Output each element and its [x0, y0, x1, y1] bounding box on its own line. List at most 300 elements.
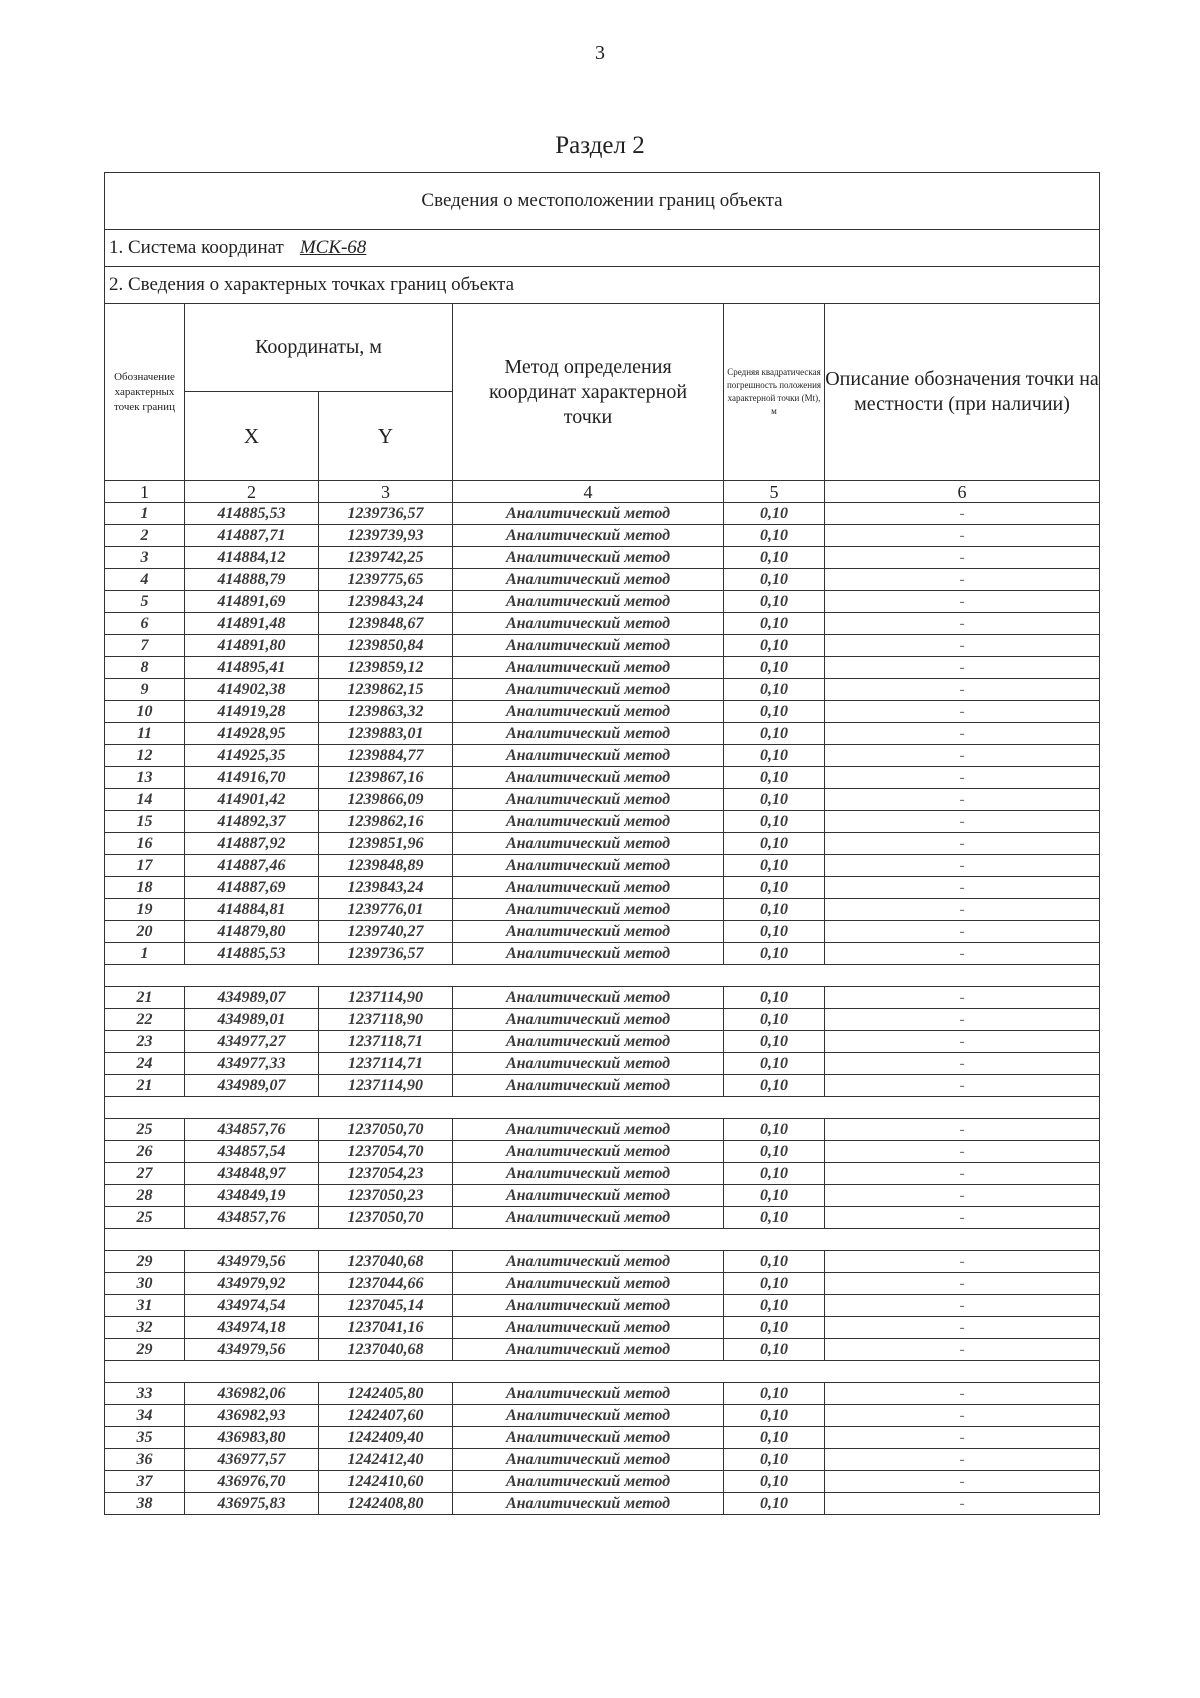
error-cell: 0,10 [724, 1185, 825, 1207]
table-row [105, 657, 1100, 679]
x-coordinate-cell: 414888,79 [185, 569, 319, 591]
points-section-label: 2. Сведения о характерных точках границ объекта [105, 267, 1100, 304]
y-coordinate-cell: 1237054,23 [319, 1163, 453, 1185]
header-description: Описание обозначения точки на местности (при наличии) [825, 304, 1100, 481]
error-cell: 0,10 [724, 1317, 825, 1339]
table-row [105, 547, 1100, 569]
description-cell: - [825, 789, 1100, 811]
table-row [105, 1119, 1100, 1141]
method-cell: Аналитический метод [453, 503, 724, 525]
table-row [105, 921, 1100, 943]
y-coordinate-cell: 1237114,90 [319, 1075, 453, 1097]
method-cell: Аналитический метод [453, 657, 724, 679]
y-coordinate-cell: 1237040,68 [319, 1251, 453, 1273]
method-cell: Аналитический метод [453, 1119, 724, 1141]
y-coordinate-cell: 1239859,12 [319, 657, 453, 679]
error-cell: 0,10 [724, 1493, 825, 1515]
y-coordinate-cell: 1242410,60 [319, 1471, 453, 1493]
point-number-cell: 29 [105, 1339, 185, 1361]
description-cell: - [825, 1251, 1100, 1273]
description-cell: - [825, 1339, 1100, 1361]
point-number-cell: 9 [105, 679, 185, 701]
error-cell: 0,10 [724, 811, 825, 833]
point-number-cell: 29 [105, 1251, 185, 1273]
method-cell: Аналитический метод [453, 701, 724, 723]
point-number-cell: 10 [105, 701, 185, 723]
description-cell: - [825, 1295, 1100, 1317]
error-cell: 0,10 [724, 723, 825, 745]
table-title: Сведения о местоположении границ объекта [105, 173, 1100, 230]
table-row [105, 987, 1100, 1009]
method-cell: Аналитический метод [453, 1141, 724, 1163]
header-method: Метод определения координат характерной точки [453, 304, 724, 481]
table-row [105, 1075, 1100, 1097]
x-coordinate-cell: 436977,57 [185, 1449, 319, 1471]
table-row [105, 1009, 1100, 1031]
table-row [105, 1295, 1100, 1317]
column-numbers-row [105, 481, 1100, 503]
table-row [105, 877, 1100, 899]
point-number-cell: 33 [105, 1383, 185, 1405]
error-cell: 0,10 [724, 833, 825, 855]
x-coordinate-cell: 414887,46 [185, 855, 319, 877]
point-number-cell: 19 [105, 899, 185, 921]
table-row [105, 1317, 1100, 1339]
x-coordinate-cell: 434989,07 [185, 987, 319, 1009]
y-coordinate-cell: 1242408,80 [319, 1493, 453, 1515]
error-cell: 0,10 [724, 987, 825, 1009]
description-cell: - [825, 525, 1100, 547]
point-number-cell: 30 [105, 1273, 185, 1295]
table-row [105, 943, 1100, 965]
description-cell: - [825, 547, 1100, 569]
table-row [105, 503, 1100, 525]
method-cell: Аналитический метод [453, 613, 724, 635]
description-cell: - [825, 1207, 1100, 1229]
table-row [105, 833, 1100, 855]
y-coordinate-cell: 1239863,32 [319, 701, 453, 723]
description-cell: - [825, 1119, 1100, 1141]
y-coordinate-cell: 1242405,80 [319, 1383, 453, 1405]
table-row [105, 745, 1100, 767]
header-point-designation: Обозначение характерных точек границ [105, 304, 185, 481]
column-number: 4 [453, 481, 724, 503]
description-cell: - [825, 1427, 1100, 1449]
y-coordinate-cell: 1237050,23 [319, 1185, 453, 1207]
header-y: Y [319, 392, 453, 481]
method-cell: Аналитический метод [453, 1185, 724, 1207]
x-coordinate-cell: 414887,71 [185, 525, 319, 547]
error-cell: 0,10 [724, 1163, 825, 1185]
error-cell: 0,10 [724, 1471, 825, 1493]
y-coordinate-cell: 1239742,25 [319, 547, 453, 569]
x-coordinate-cell: 436982,06 [185, 1383, 319, 1405]
description-cell: - [825, 1273, 1100, 1295]
y-coordinate-cell: 1239736,57 [319, 943, 453, 965]
description-cell: - [825, 987, 1100, 1009]
x-coordinate-cell: 434979,56 [185, 1339, 319, 1361]
description-cell: - [825, 1493, 1100, 1515]
point-number-cell: 21 [105, 987, 185, 1009]
y-coordinate-cell: 1239736,57 [319, 503, 453, 525]
method-cell: Аналитический метод [453, 1273, 724, 1295]
error-cell: 0,10 [724, 679, 825, 701]
error-cell: 0,10 [724, 1207, 825, 1229]
method-cell: Аналитический метод [453, 789, 724, 811]
method-cell: Аналитический метод [453, 1009, 724, 1031]
point-number-cell: 11 [105, 723, 185, 745]
x-coordinate-cell: 436975,83 [185, 1493, 319, 1515]
header-error: Средняя квадратическая погрешность положения характерной точки (Mt), м [724, 304, 825, 481]
method-cell: Аналитический метод [453, 767, 724, 789]
method-cell: Аналитический метод [453, 943, 724, 965]
point-number-cell: 6 [105, 613, 185, 635]
y-coordinate-cell: 1239862,15 [319, 679, 453, 701]
point-number-cell: 13 [105, 767, 185, 789]
description-cell: - [825, 1141, 1100, 1163]
y-coordinate-cell: 1237118,90 [319, 1009, 453, 1031]
coord-system-value: МСК-68 [299, 237, 367, 258]
table-row [105, 591, 1100, 613]
method-cell: Аналитический метод [453, 569, 724, 591]
table-row [105, 1163, 1100, 1185]
point-number-cell: 2 [105, 525, 185, 547]
method-cell: Аналитический метод [453, 1053, 724, 1075]
x-coordinate-cell: 414892,37 [185, 811, 319, 833]
table-row [105, 855, 1100, 877]
x-coordinate-cell: 414885,53 [185, 503, 319, 525]
table-row [105, 679, 1100, 701]
table-row [105, 1471, 1100, 1493]
x-coordinate-cell: 414879,80 [185, 921, 319, 943]
column-number: 5 [724, 481, 825, 503]
error-cell: 0,10 [724, 789, 825, 811]
description-cell: - [825, 943, 1100, 965]
y-coordinate-cell: 1239884,77 [319, 745, 453, 767]
point-number-cell: 16 [105, 833, 185, 855]
method-cell: Аналитический метод [453, 1493, 724, 1515]
point-number-cell: 18 [105, 877, 185, 899]
error-cell: 0,10 [724, 1405, 825, 1427]
table-row [105, 1185, 1100, 1207]
table-row [105, 1251, 1100, 1273]
description-cell: - [825, 877, 1100, 899]
x-coordinate-cell: 434989,07 [185, 1075, 319, 1097]
description-cell: - [825, 899, 1100, 921]
error-cell: 0,10 [724, 1449, 825, 1471]
x-coordinate-cell: 436983,80 [185, 1427, 319, 1449]
description-cell: - [825, 1383, 1100, 1405]
method-cell: Аналитический метод [453, 899, 724, 921]
method-cell: Аналитический метод [453, 1449, 724, 1471]
y-coordinate-cell: 1239862,16 [319, 811, 453, 833]
method-cell: Аналитический метод [453, 855, 724, 877]
error-cell: 0,10 [724, 1141, 825, 1163]
x-coordinate-cell: 414887,69 [185, 877, 319, 899]
y-coordinate-cell: 1237044,66 [319, 1273, 453, 1295]
method-cell: Аналитический метод [453, 921, 724, 943]
error-cell: 0,10 [724, 1383, 825, 1405]
method-cell: Аналитический метод [453, 1405, 724, 1427]
error-cell: 0,10 [724, 1273, 825, 1295]
x-coordinate-cell: 414887,92 [185, 833, 319, 855]
y-coordinate-cell: 1239867,16 [319, 767, 453, 789]
method-cell: Аналитический метод [453, 679, 724, 701]
method-cell: Аналитический метод [453, 1427, 724, 1449]
description-cell: - [825, 1317, 1100, 1339]
table-row [105, 1207, 1100, 1229]
description-cell: - [825, 1471, 1100, 1493]
x-coordinate-cell: 434848,97 [185, 1163, 319, 1185]
y-coordinate-cell: 1237114,71 [319, 1053, 453, 1075]
point-number-cell: 8 [105, 657, 185, 679]
y-coordinate-cell: 1239850,84 [319, 635, 453, 657]
x-coordinate-cell: 414884,81 [185, 899, 319, 921]
y-coordinate-cell: 1237040,68 [319, 1339, 453, 1361]
description-cell: - [825, 723, 1100, 745]
table-row [105, 1273, 1100, 1295]
error-cell: 0,10 [724, 943, 825, 965]
y-coordinate-cell: 1239843,24 [319, 591, 453, 613]
x-coordinate-cell: 414895,41 [185, 657, 319, 679]
x-coordinate-cell: 434977,33 [185, 1053, 319, 1075]
error-cell: 0,10 [724, 1251, 825, 1273]
error-cell: 0,10 [724, 921, 825, 943]
description-cell: - [825, 701, 1100, 723]
x-coordinate-cell: 414901,42 [185, 789, 319, 811]
point-number-cell: 36 [105, 1449, 185, 1471]
boundary-points-table [104, 172, 1100, 1515]
error-cell: 0,10 [724, 1075, 825, 1097]
x-coordinate-cell: 414891,69 [185, 591, 319, 613]
point-number-cell: 15 [105, 811, 185, 833]
y-coordinate-cell: 1239739,93 [319, 525, 453, 547]
method-cell: Аналитический метод [453, 1031, 724, 1053]
table-row [105, 1383, 1100, 1405]
table-row [105, 1339, 1100, 1361]
description-cell: - [825, 1163, 1100, 1185]
error-cell: 0,10 [724, 1295, 825, 1317]
contour-separator-cell [105, 1097, 1100, 1119]
point-number-cell: 38 [105, 1493, 185, 1515]
page-number: 3 [595, 42, 605, 64]
point-number-cell: 22 [105, 1009, 185, 1031]
method-cell: Аналитический метод [453, 745, 724, 767]
point-number-cell: 4 [105, 569, 185, 591]
description-cell: - [825, 1405, 1100, 1427]
contour-separator-row [105, 1361, 1100, 1383]
y-coordinate-cell: 1239848,89 [319, 855, 453, 877]
y-coordinate-cell: 1239740,27 [319, 921, 453, 943]
point-number-cell: 17 [105, 855, 185, 877]
error-cell: 0,10 [724, 591, 825, 613]
x-coordinate-cell: 434979,92 [185, 1273, 319, 1295]
method-cell: Аналитический метод [453, 833, 724, 855]
method-cell: Аналитический метод [453, 591, 724, 613]
x-coordinate-cell: 414925,35 [185, 745, 319, 767]
table-row [105, 899, 1100, 921]
y-coordinate-cell: 1239848,67 [319, 613, 453, 635]
x-coordinate-cell: 414916,70 [185, 767, 319, 789]
x-coordinate-cell: 436982,93 [185, 1405, 319, 1427]
point-number-cell: 7 [105, 635, 185, 657]
table-row [105, 1053, 1100, 1075]
description-cell: - [825, 1053, 1100, 1075]
y-coordinate-cell: 1237050,70 [319, 1207, 453, 1229]
x-coordinate-cell: 414928,95 [185, 723, 319, 745]
method-cell: Аналитический метод [453, 1383, 724, 1405]
method-cell: Аналитический метод [453, 1317, 724, 1339]
y-coordinate-cell: 1239775,65 [319, 569, 453, 591]
x-coordinate-cell: 414885,53 [185, 943, 319, 965]
x-coordinate-cell: 434974,54 [185, 1295, 319, 1317]
table-row [105, 1405, 1100, 1427]
x-coordinate-cell: 434857,54 [185, 1141, 319, 1163]
description-cell: - [825, 503, 1100, 525]
description-cell: - [825, 921, 1100, 943]
y-coordinate-cell: 1242412,40 [319, 1449, 453, 1471]
description-cell: - [825, 1185, 1100, 1207]
method-cell: Аналитический метод [453, 1251, 724, 1273]
method-cell: Аналитический метод [453, 1075, 724, 1097]
error-cell: 0,10 [724, 877, 825, 899]
error-cell: 0,10 [724, 503, 825, 525]
contour-separator-cell [105, 965, 1100, 987]
x-coordinate-cell: 434857,76 [185, 1119, 319, 1141]
description-cell: - [825, 591, 1100, 613]
error-cell: 0,10 [724, 1009, 825, 1031]
description-cell: - [825, 1031, 1100, 1053]
table-row [105, 1449, 1100, 1471]
error-cell: 0,10 [724, 547, 825, 569]
table-row [105, 635, 1100, 657]
table-row [105, 1141, 1100, 1163]
point-number-cell: 1 [105, 503, 185, 525]
header-coordinates: Координаты, м [185, 304, 453, 392]
point-number-cell: 24 [105, 1053, 185, 1075]
point-number-cell: 25 [105, 1119, 185, 1141]
description-cell: - [825, 833, 1100, 855]
point-number-cell: 27 [105, 1163, 185, 1185]
point-number-cell: 23 [105, 1031, 185, 1053]
description-cell: - [825, 811, 1100, 833]
column-number: 2 [185, 481, 319, 503]
error-cell: 0,10 [724, 657, 825, 679]
method-cell: Аналитический метод [453, 525, 724, 547]
method-cell: Аналитический метод [453, 1163, 724, 1185]
point-number-cell: 34 [105, 1405, 185, 1427]
contour-separator-row [105, 1097, 1100, 1119]
point-number-cell: 3 [105, 547, 185, 569]
y-coordinate-cell: 1237118,71 [319, 1031, 453, 1053]
x-coordinate-cell: 414919,28 [185, 701, 319, 723]
x-coordinate-cell: 414891,80 [185, 635, 319, 657]
coord-system-label: 1. Система координат [109, 237, 284, 258]
table-row [105, 525, 1100, 547]
y-coordinate-cell: 1237054,70 [319, 1141, 453, 1163]
description-cell: - [825, 569, 1100, 591]
point-number-cell: 14 [105, 789, 185, 811]
description-cell: - [825, 635, 1100, 657]
y-coordinate-cell: 1237114,90 [319, 987, 453, 1009]
section-title: Раздел 2 [555, 132, 645, 159]
table-row [105, 701, 1100, 723]
point-number-cell: 12 [105, 745, 185, 767]
description-cell: - [825, 657, 1100, 679]
description-cell: - [825, 679, 1100, 701]
contour-separator-cell [105, 1361, 1100, 1383]
method-cell: Аналитический метод [453, 1339, 724, 1361]
point-number-cell: 35 [105, 1427, 185, 1449]
error-cell: 0,10 [724, 745, 825, 767]
y-coordinate-cell: 1237050,70 [319, 1119, 453, 1141]
table-row [105, 569, 1100, 591]
y-coordinate-cell: 1242409,40 [319, 1427, 453, 1449]
error-cell: 0,10 [724, 701, 825, 723]
method-cell: Аналитический метод [453, 1471, 724, 1493]
point-number-cell: 37 [105, 1471, 185, 1493]
y-coordinate-cell: 1239866,09 [319, 789, 453, 811]
table-row [105, 723, 1100, 745]
description-cell: - [825, 767, 1100, 789]
error-cell: 0,10 [724, 1031, 825, 1053]
point-number-cell: 25 [105, 1207, 185, 1229]
method-cell: Аналитический метод [453, 1295, 724, 1317]
point-number-cell: 31 [105, 1295, 185, 1317]
x-coordinate-cell: 436976,70 [185, 1471, 319, 1493]
error-cell: 0,10 [724, 1427, 825, 1449]
description-cell: - [825, 613, 1100, 635]
contour-separator-row [105, 965, 1100, 987]
point-number-cell: 1 [105, 943, 185, 965]
table-row [105, 1427, 1100, 1449]
x-coordinate-cell: 434989,01 [185, 1009, 319, 1031]
x-coordinate-cell: 434979,56 [185, 1251, 319, 1273]
error-cell: 0,10 [724, 1119, 825, 1141]
error-cell: 0,10 [724, 635, 825, 657]
contour-separator-cell [105, 1229, 1100, 1251]
coord-system-row [105, 230, 1100, 267]
contour-separator-row [105, 1229, 1100, 1251]
y-coordinate-cell: 1239843,24 [319, 877, 453, 899]
point-number-cell: 28 [105, 1185, 185, 1207]
method-cell: Аналитический метод [453, 877, 724, 899]
x-coordinate-cell: 434974,18 [185, 1317, 319, 1339]
error-cell: 0,10 [724, 899, 825, 921]
y-coordinate-cell: 1237045,14 [319, 1295, 453, 1317]
description-cell: - [825, 745, 1100, 767]
error-cell: 0,10 [724, 767, 825, 789]
point-number-cell: 20 [105, 921, 185, 943]
error-cell: 0,10 [724, 855, 825, 877]
x-coordinate-cell: 434857,76 [185, 1207, 319, 1229]
point-number-cell: 5 [105, 591, 185, 613]
table-row [105, 613, 1100, 635]
column-number: 1 [105, 481, 185, 503]
error-cell: 0,10 [724, 569, 825, 591]
method-cell: Аналитический метод [453, 1207, 724, 1229]
x-coordinate-cell: 414884,12 [185, 547, 319, 569]
error-cell: 0,10 [724, 525, 825, 547]
x-coordinate-cell: 414891,48 [185, 613, 319, 635]
table-row [105, 1031, 1100, 1053]
y-coordinate-cell: 1242407,60 [319, 1405, 453, 1427]
method-cell: Аналитический метод [453, 547, 724, 569]
error-cell: 0,10 [724, 1339, 825, 1361]
y-coordinate-cell: 1239883,01 [319, 723, 453, 745]
point-number-cell: 21 [105, 1075, 185, 1097]
header-x: X [185, 392, 319, 481]
